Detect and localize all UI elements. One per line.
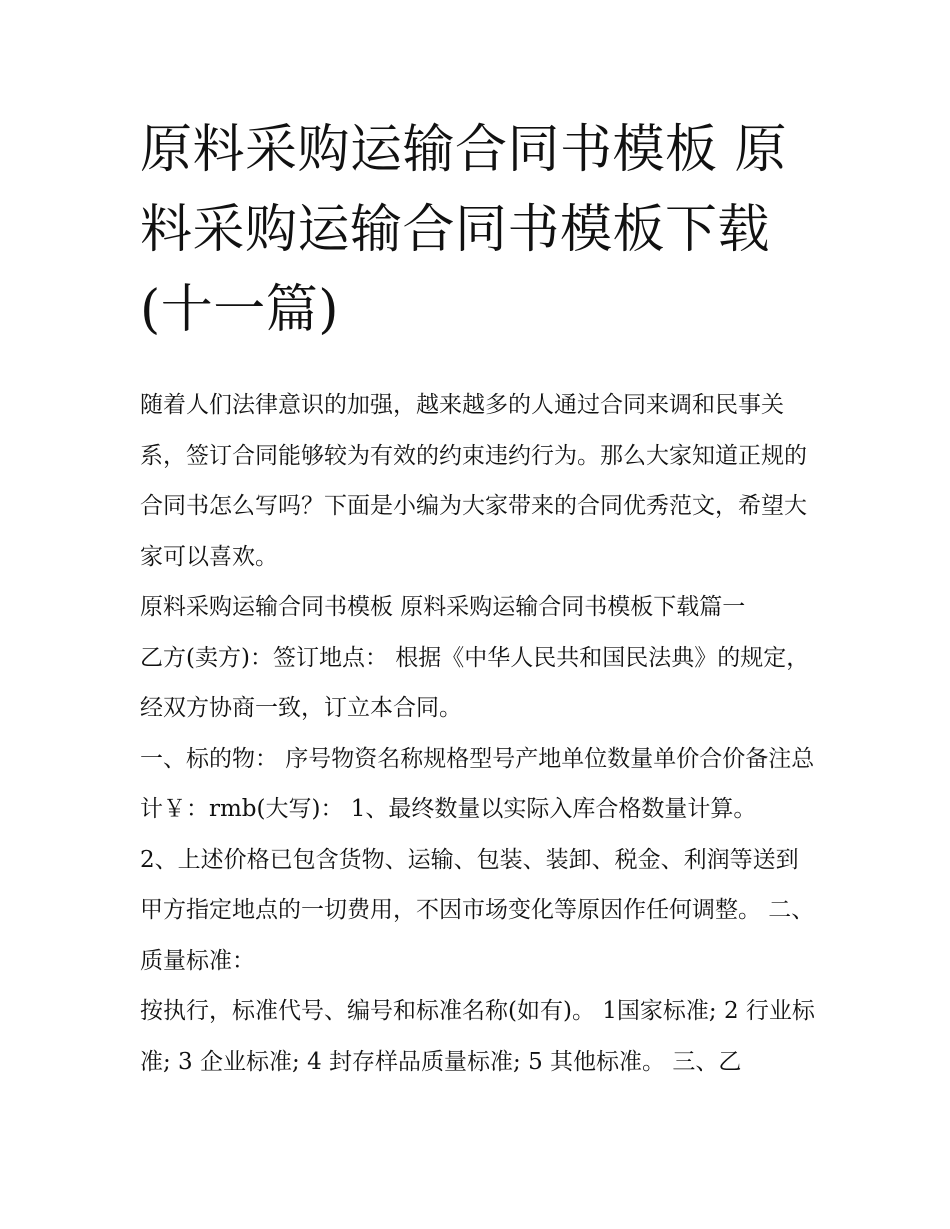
document-body: [140, 380, 815, 1087]
paragraph-parties: 乙方(卖方)：签订地点： 根据《中华人民共和国民法典》的规定，经双方协商一致，订立本合同。: [140, 644, 810, 721]
paragraph-price-terms: 2、上述价格已包含货物、运输、包装、装卸、税金、利润等送到甲方指定地点的一切费用，不因市场变化等原因作任何调整。 二、质量标准：: [140, 846, 815, 974]
paragraph-intro: 随着人们法律意识的加强，越来越多的人通过合同来调和民事关系，签订合同能够较为有效的约束违约行为。那么大家知道正规的合同书怎么写吗？下面是小编为大家带来的合同优秀范文，希望大家可以喜欢。: [140, 392, 807, 570]
document-page: [140, 110, 815, 1087]
paragraph-section-heading: 原料采购运输合同书模板 原料采购运输合同书模板下载篇一: [140, 594, 746, 620]
document-title: 原料采购运输合同书模板 原料采购运输合同书模板下载(十一篇): [140, 120, 788, 340]
paragraph-subject-matter: 一、标的物： 序号物资名称规格型号产地单位数量单价合价备注总计￥：rmb(大写)： 1、最终数量以实际入库合格数量计算。: [140, 745, 815, 822]
paragraph-quality-standards: 按执行，标准代号、编号和标准名称(如有)。 1国家标准; 2 行业标准; 3 企业标准; 4 封存样品质量标准; 5 其他标准。 三、乙: [140, 998, 815, 1075]
